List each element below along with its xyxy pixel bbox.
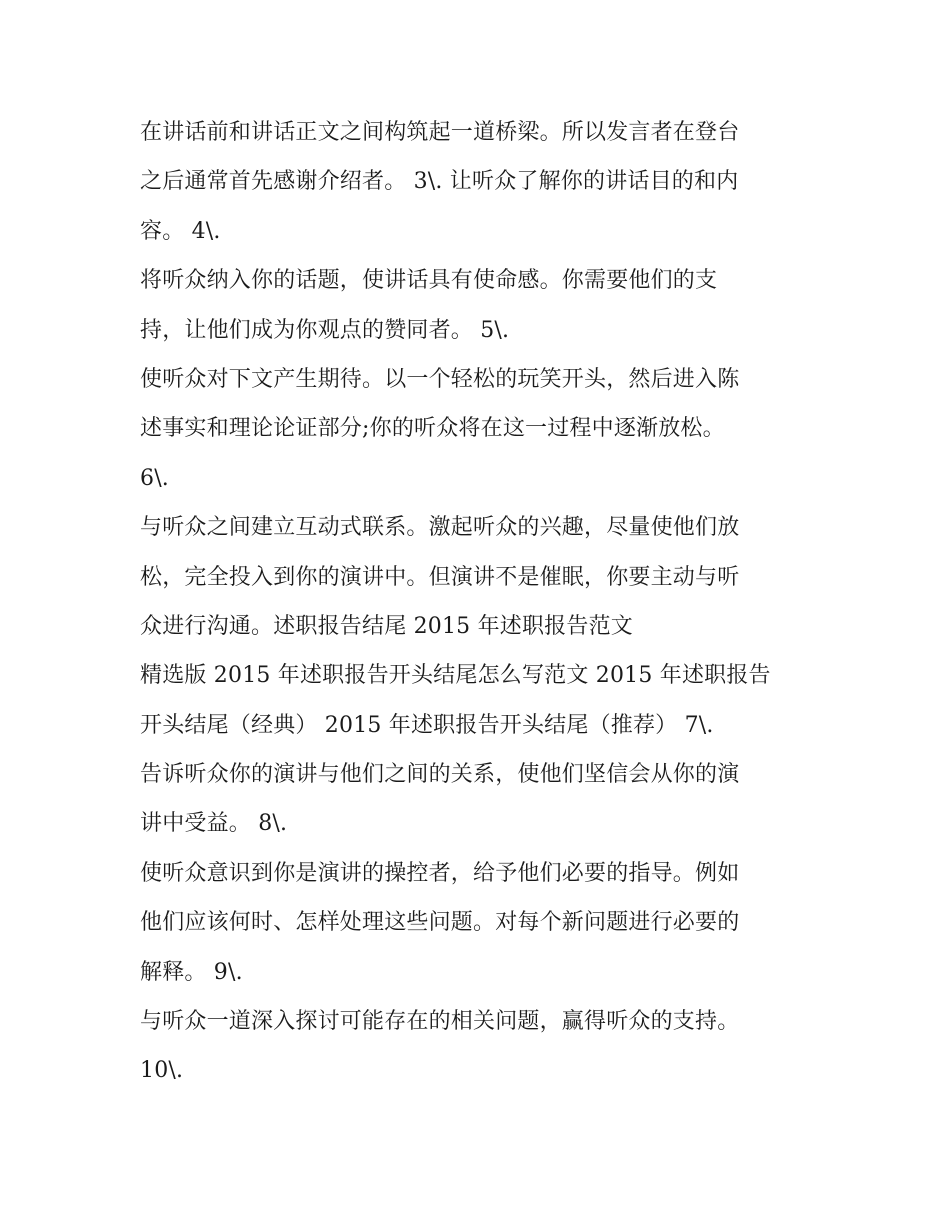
text-line: 精选版 2015 年述职报告开头结尾怎么写范文 2015 年述职报告: [140, 663, 771, 689]
text-line: 解释。 9\.: [140, 959, 243, 985]
text-line: 开头结尾（经典） 2015 年述职报告开头结尾（推荐） 7\.: [140, 712, 714, 738]
text-line: 与听众一道深入探讨可能存在的相关问题，赢得听众的支持。: [140, 1009, 740, 1035]
text-line: 在讲话前和讲话正文之间构筑起一道桥梁。所以发言者在登台: [140, 120, 740, 145]
text-line: 他们应该何时、怎样处理这些问题。对每个新问题进行必要的: [140, 910, 740, 936]
text-line: 将听众纳入你的话题，使讲话具有使命感。你需要他们的支: [140, 268, 718, 294]
text-line: 使听众对下文产生期待。以一个轻松的玩笑开头，然后进入陈: [140, 366, 740, 392]
text-line: 讲中受益。 8\.: [140, 811, 288, 837]
text-line: 述事实和理论论证部分;你的听众将在这一过程中逐渐放松。: [140, 416, 725, 442]
text-line: 使听众意识到你是演讲的操控者，给予他们必要的指导。例如: [140, 860, 740, 886]
text-line: 持，让他们成为你观点的赞同者。 5\.: [140, 317, 510, 343]
text-line: 6\.: [140, 465, 170, 491]
text-line: 告诉听众你的演讲与他们之间的关系，使他们坚信会从你的演: [140, 762, 740, 788]
text-line: 众进行沟通。述职报告结尾 2015 年述职报告范文: [140, 613, 633, 639]
text-line: 容。 4\.: [140, 218, 221, 244]
text-line: 松，完全投入到你的演讲中。但演讲不是催眠，你要主动与听: [140, 564, 740, 590]
text-line: 之后通常首先感谢介绍者。 3\. 让听众了解你的讲话目的和内: [140, 169, 739, 195]
document-body: [140, 108, 830, 1096]
text-line: 10\.: [140, 1058, 184, 1084]
text-line: 与听众之间建立互动式联系。激起听众的兴趣，尽量使他们放: [140, 515, 740, 541]
